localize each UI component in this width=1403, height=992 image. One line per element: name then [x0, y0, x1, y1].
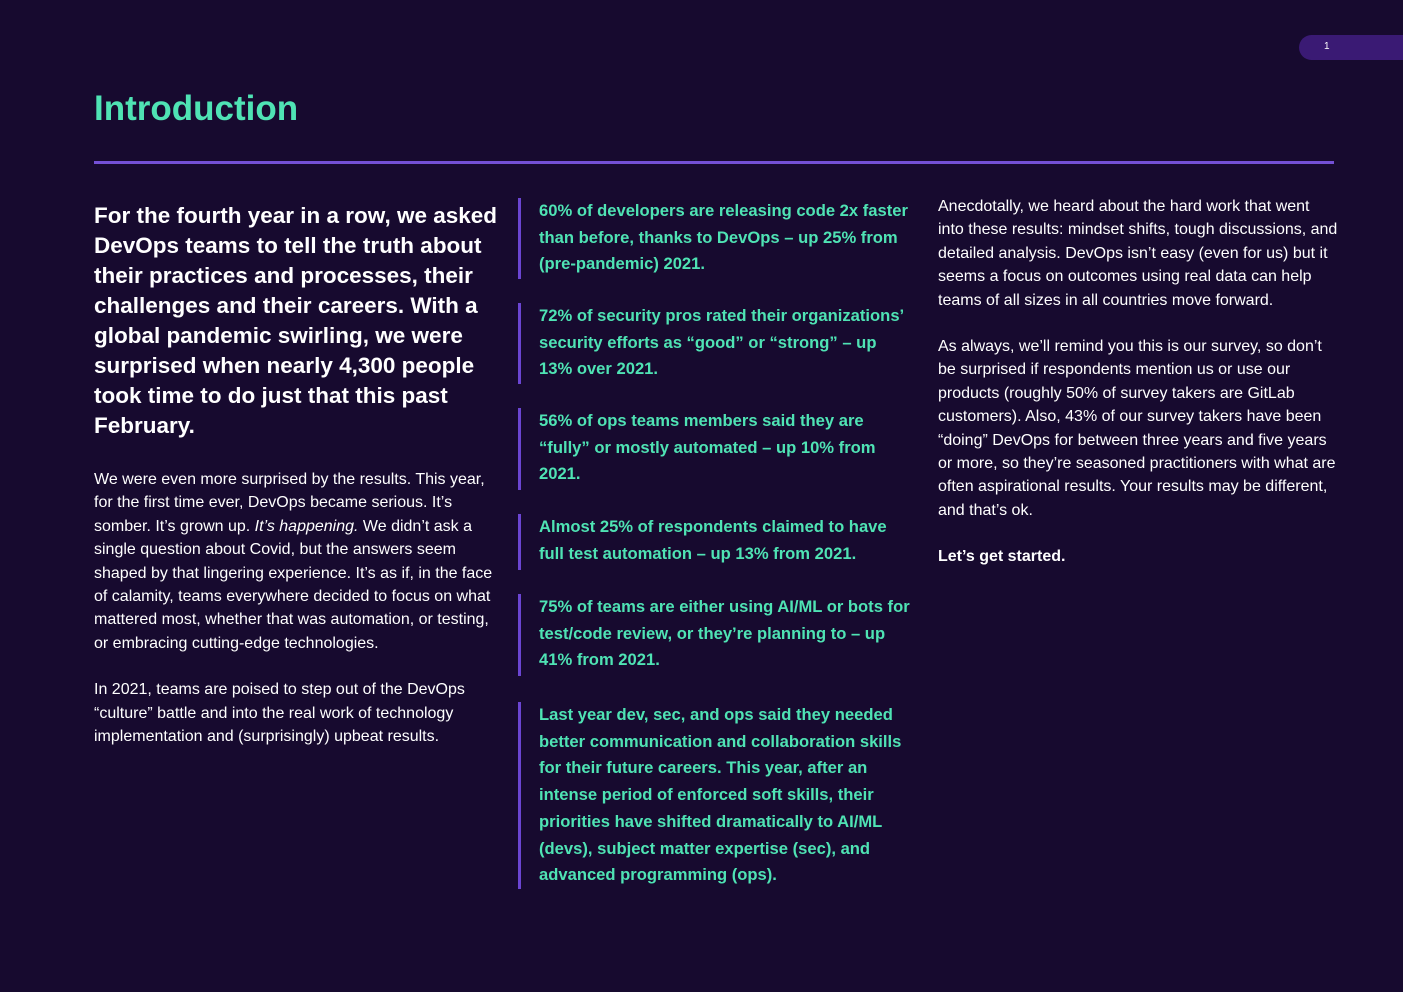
results-emphasis: It’s happening. — [254, 517, 359, 535]
results-text-start: We were even more surprised by the results. This year, for the first time ever, DevOps became serious. It’s somber. It’s grown up. — [94, 471, 485, 535]
stat-callout — [518, 198, 910, 279]
stat-text: 75% of teams are either using AI/ML or bots for test/code review, or they’re planning to – up 41% from 2021. — [539, 597, 910, 670]
page-number: 1 — [1324, 41, 1330, 52]
outlook-paragraph: In 2021, teams are poised to step out of the DevOps “culture” battle and into the real work of technology implementation and (surprisingly) upbeat results. — [94, 681, 465, 746]
stat-text: 60% of developers are releasing code 2x faster than before, thanks to DevOps – up 25% from (pre-pandemic) 2021. — [539, 201, 908, 274]
stat-callout — [518, 303, 910, 384]
page-number-tab — [1299, 35, 1403, 60]
stat-callout — [518, 702, 910, 889]
stat-text: Almost 25% of respondents claimed to have full test automation – up 13% from 2021. — [539, 517, 887, 563]
stat-text: 56% of ops teams members said they are “fully” or mostly automated – up 10% from 2021. — [539, 411, 876, 484]
stat-text: 72% of security pros rated their organizations’ security efforts as “good” or “strong” – up 13% over 2021. — [539, 306, 904, 379]
stat-text: Last year dev, sec, and ops said they needed better communication and collaboration skills for their future careers. This year, after an intense period of enforced soft skills, their priorities have shifted dramatically to AI/ML (devs), subject matter expertise (sec), and advanced programming (ops). — [539, 705, 902, 885]
title-divider — [94, 161, 1334, 164]
stats-column — [518, 198, 910, 889]
disclaimer-paragraph: As always, we’ll remind you this is our survey, so don’t be surprised if respondents mention us or use our products (roughly 50% of survey takers are GitLab customers). Also, 43% of our survey takers have been “doing” DevOps for between three years and five years or more, so they’re seasoned practitioners with what are often aspirational results. Your results may be different, and that’s ok. — [938, 338, 1336, 519]
page-title: Introduction — [94, 89, 299, 128]
closing-line: Let’s get started. — [938, 548, 1066, 566]
stat-callout — [518, 594, 910, 676]
lead-paragraph: For the fourth year in a row, we asked DevOps teams to tell the truth about their practices and processes, their challenges and their careers. With a global pandemic swirling, we were surprised when nearly 4,300 people took time to do just that this past February. — [94, 203, 498, 438]
stat-callout — [518, 408, 910, 490]
stat-callout — [518, 514, 910, 570]
intro-column — [94, 201, 498, 748]
anecdotal-paragraph: Anecdotally, we heard about the hard work that went into these results: mindset shifts, tough discussions, and detailed analysis. DevOps isn’t easy (even for us) but it seems a focus on outcomes using real data can help teams of all sizes in all countries move forward. — [938, 198, 1338, 309]
results-text-end: We didn’t ask a single question about Covid, but the answers seem shaped by that lingering experience. It’s as if, in the face of calamity, teams everywhere decided to focus on what mattered most, whether that was automation, or testing, or embracing cutting-edge technologies. — [94, 517, 493, 652]
results-paragraph — [94, 468, 498, 655]
commentary-column — [938, 195, 1338, 569]
